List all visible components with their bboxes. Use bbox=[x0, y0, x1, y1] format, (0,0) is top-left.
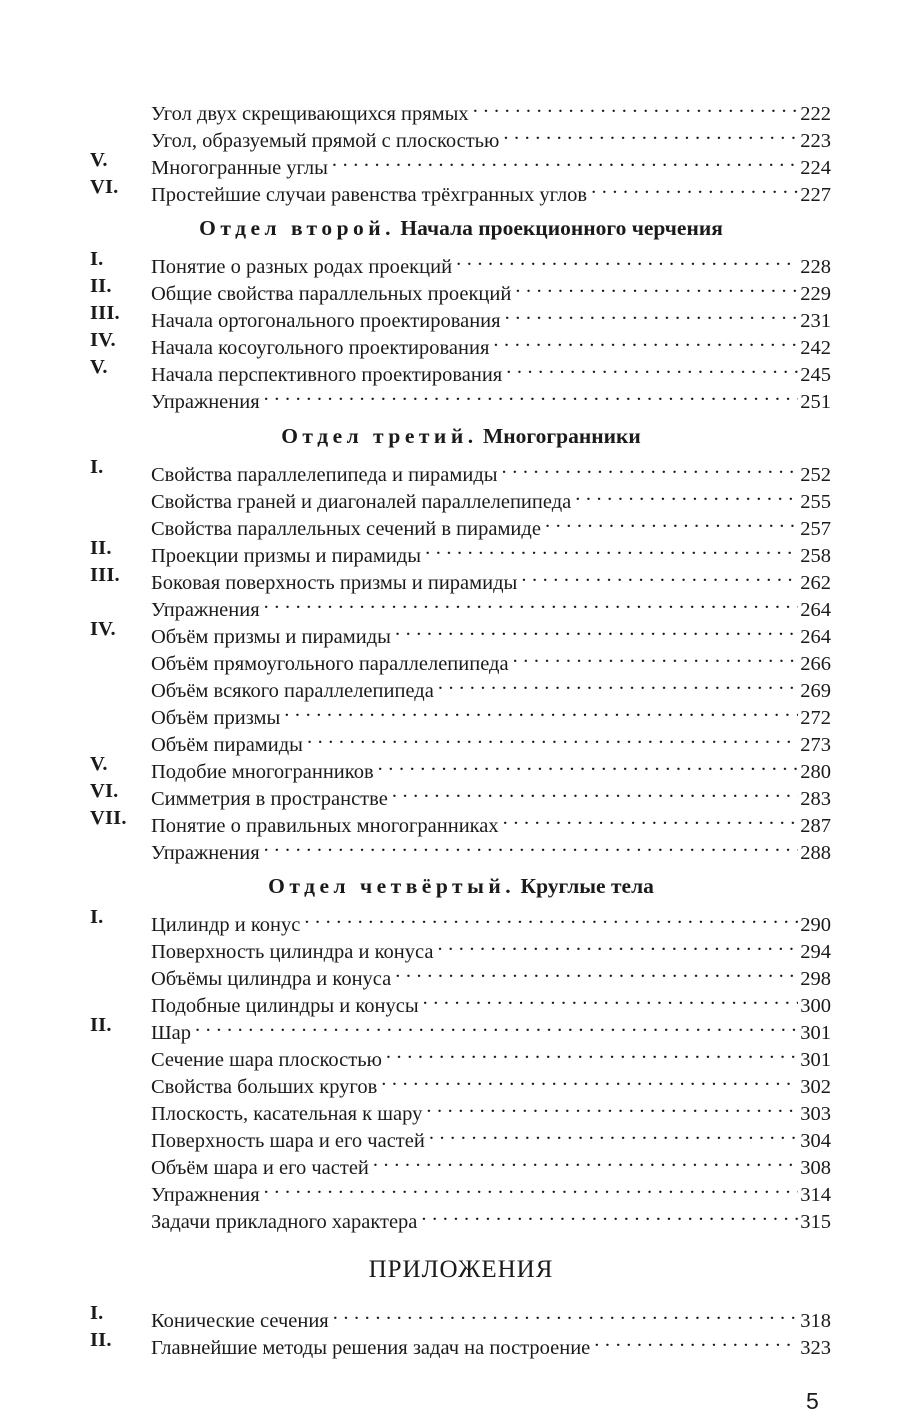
toc-entry bbox=[0, 246, 922, 278]
entry-page: 245 bbox=[800, 364, 831, 386]
entry-title: Объёмы цилиндра и конуса bbox=[151, 968, 392, 990]
entry-title: Упражнения bbox=[151, 391, 260, 413]
entry-title: Объём пирамиды bbox=[151, 734, 303, 756]
dot-leader bbox=[284, 697, 798, 724]
toc-entry bbox=[0, 1039, 922, 1071]
entry-number: II. bbox=[90, 1014, 112, 1036]
entry-title: Плоскость, касательная к шару bbox=[151, 1103, 423, 1125]
dot-leader bbox=[505, 300, 799, 327]
entry-page: 301 bbox=[800, 1022, 831, 1044]
entry-number: III. bbox=[90, 564, 120, 586]
dot-leader bbox=[456, 246, 798, 273]
entry-page: 223 bbox=[800, 130, 831, 152]
dot-leader bbox=[425, 535, 798, 562]
toc-entry bbox=[0, 535, 922, 567]
entry-number: IV. bbox=[90, 329, 116, 351]
entry-page: 290 bbox=[800, 914, 831, 936]
dot-leader bbox=[332, 147, 798, 174]
entry-title: Свойства граней и диагоналей параллелепипеда bbox=[151, 491, 572, 513]
entry-title: Начала ортогонального проектирования bbox=[151, 310, 501, 332]
dot-leader bbox=[307, 724, 798, 751]
entry-page: 222 bbox=[800, 103, 831, 125]
entry-title: Угол, образуемый прямой с плоскостью bbox=[151, 130, 500, 152]
dot-leader bbox=[392, 778, 798, 805]
dot-leader bbox=[473, 93, 799, 120]
dot-leader bbox=[545, 508, 798, 535]
toc-entry bbox=[0, 454, 922, 486]
dot-leader bbox=[264, 381, 799, 408]
entry-number: I. bbox=[90, 906, 104, 928]
dot-leader bbox=[264, 1174, 799, 1201]
entry-title: Главнейшие методы решения задач на построение bbox=[151, 1337, 591, 1359]
entry-title: Многогранные углы bbox=[151, 157, 328, 179]
entry-title: Объём призмы bbox=[151, 707, 281, 729]
toc-entry bbox=[0, 300, 922, 332]
entry-title: Свойства параллелепипеда и пирамиды bbox=[151, 464, 498, 486]
toc-entry bbox=[0, 147, 922, 179]
toc-entry bbox=[0, 381, 922, 413]
dot-leader bbox=[304, 904, 798, 931]
dot-leader bbox=[438, 670, 798, 697]
entry-title: Поверхность шара и его частей bbox=[151, 1130, 425, 1152]
toc-entry bbox=[0, 1174, 922, 1206]
entry-title: Свойства больших кругов bbox=[151, 1076, 378, 1098]
section-title: Круглые тела bbox=[520, 874, 654, 898]
entry-title: Конические сечения bbox=[151, 1310, 329, 1332]
entry-title: Свойства параллельных сечений в пирамиде bbox=[151, 518, 541, 540]
page-number: 5 bbox=[806, 1388, 819, 1414]
toc-entry bbox=[0, 327, 922, 359]
entry-title: Начала косоугольного проектирования bbox=[151, 337, 490, 359]
dot-leader bbox=[503, 120, 798, 147]
entry-number: V. bbox=[90, 753, 108, 775]
entry-page: 231 bbox=[800, 310, 831, 332]
entry-page: 318 bbox=[800, 1310, 831, 1332]
entry-title: Объём прямоугольного параллелепипеда bbox=[151, 653, 509, 675]
entry-number: I. bbox=[90, 1302, 104, 1324]
section-label: Отдел второй. bbox=[199, 216, 396, 240]
entry-page: 255 bbox=[800, 491, 831, 513]
dot-leader bbox=[513, 643, 799, 670]
entry-page: 314 bbox=[800, 1184, 831, 1206]
entry-page: 272 bbox=[800, 707, 831, 729]
section-label: Отдел третий. bbox=[281, 424, 478, 448]
entry-number: VII. bbox=[90, 807, 127, 829]
entry-title: Объём всякого параллелепипеда bbox=[151, 680, 434, 702]
toc-entry bbox=[0, 616, 922, 648]
dot-leader bbox=[264, 832, 799, 859]
toc-entry bbox=[0, 508, 922, 540]
dot-leader bbox=[521, 562, 798, 589]
appendix-heading: ПРИЛОЖЕНИЯ bbox=[368, 1256, 554, 1283]
dot-leader bbox=[506, 354, 798, 381]
entry-page: 227 bbox=[800, 184, 831, 206]
dot-leader bbox=[421, 1201, 798, 1228]
entry-title: Объём призмы и пирамиды bbox=[151, 626, 391, 648]
entry-number: V. bbox=[90, 356, 108, 378]
entry-page: 283 bbox=[800, 788, 831, 810]
entry-page: 257 bbox=[800, 518, 831, 540]
entry-page: 228 bbox=[800, 256, 831, 278]
entry-title: Сечение шара плоскостью bbox=[151, 1049, 382, 1071]
entry-page: 288 bbox=[800, 842, 831, 864]
dot-leader bbox=[386, 1039, 798, 1066]
entry-page: 298 bbox=[800, 968, 831, 990]
toc-entry bbox=[0, 481, 922, 513]
toc-entry bbox=[0, 985, 922, 1017]
entry-number: V. bbox=[90, 149, 108, 171]
toc-entry bbox=[0, 1201, 922, 1233]
toc-entry bbox=[0, 697, 922, 729]
toc-entry bbox=[0, 724, 922, 756]
dot-leader bbox=[333, 1300, 799, 1327]
entry-title: Понятие о правильных многогранниках bbox=[151, 815, 499, 837]
entry-page: 300 bbox=[800, 995, 831, 1017]
entry-title: Симметрия в пространстве bbox=[151, 788, 388, 810]
toc-entry bbox=[0, 832, 922, 864]
entry-page: 287 bbox=[800, 815, 831, 837]
entry-title: Боковая поверхность призмы и пирамиды bbox=[151, 572, 518, 594]
dot-leader bbox=[426, 1093, 798, 1120]
section-label: Отдел четвёртый. bbox=[268, 874, 516, 898]
dot-leader bbox=[264, 589, 799, 616]
entry-page: 294 bbox=[800, 941, 831, 963]
toc-entry bbox=[0, 589, 922, 621]
entry-title: Подобные цилиндры и конусы bbox=[151, 995, 419, 1017]
entry-title: Общие свойства параллельных проекций bbox=[151, 283, 512, 305]
entry-title: Задачи прикладного характера bbox=[151, 1211, 418, 1233]
entry-page: 280 bbox=[800, 761, 831, 783]
dot-leader bbox=[378, 751, 799, 778]
section-heading bbox=[0, 213, 922, 243]
entry-title: Проекции призмы и пирамиды bbox=[151, 545, 422, 567]
entry-title: Подобие многогранников bbox=[151, 761, 374, 783]
entry-page: 251 bbox=[800, 391, 831, 413]
dot-leader bbox=[575, 481, 798, 508]
toc-entry bbox=[0, 643, 922, 675]
toc-entry bbox=[0, 670, 922, 702]
toc-entry bbox=[0, 174, 922, 206]
entry-page: 304 bbox=[800, 1130, 831, 1152]
entry-page: 252 bbox=[800, 464, 831, 486]
toc-entry bbox=[0, 120, 922, 152]
section-title: Начала проекционного черчения bbox=[400, 216, 723, 240]
dot-leader bbox=[373, 1147, 798, 1174]
entry-page: 258 bbox=[800, 545, 831, 567]
entry-page: 266 bbox=[800, 653, 831, 675]
entry-title: Угол двух скрещивающихся прямых bbox=[151, 103, 469, 125]
dot-leader bbox=[591, 174, 798, 201]
entry-page: 229 bbox=[800, 283, 831, 305]
entry-page: 308 bbox=[800, 1157, 831, 1179]
toc-entry bbox=[0, 931, 922, 963]
toc-entry bbox=[0, 1327, 922, 1359]
entry-number: II. bbox=[90, 1329, 112, 1351]
entry-page: 323 bbox=[800, 1337, 831, 1359]
entry-page: 273 bbox=[800, 734, 831, 756]
entry-number: II. bbox=[90, 537, 112, 559]
entry-title: Шар bbox=[151, 1022, 192, 1044]
entry-title: Упражнения bbox=[151, 842, 260, 864]
section-heading bbox=[0, 421, 922, 451]
entry-title: Понятие о разных родах проекций bbox=[151, 256, 453, 278]
toc-entry bbox=[0, 778, 922, 810]
toc-entry bbox=[0, 562, 922, 594]
dot-leader bbox=[429, 1120, 798, 1147]
toc-entry bbox=[0, 1093, 922, 1125]
toc-entry bbox=[0, 1147, 922, 1179]
section-heading bbox=[0, 871, 922, 901]
entry-number: II. bbox=[90, 275, 112, 297]
entry-number: III. bbox=[90, 302, 120, 324]
toc-entry bbox=[0, 751, 922, 783]
entry-page: 303 bbox=[800, 1103, 831, 1125]
dot-leader bbox=[594, 1327, 798, 1354]
dot-leader bbox=[502, 454, 799, 481]
entry-page: 315 bbox=[800, 1211, 831, 1233]
toc-entry bbox=[0, 1120, 922, 1152]
entry-number: VI. bbox=[90, 176, 119, 198]
toc-entry bbox=[0, 805, 922, 837]
entry-number: IV. bbox=[90, 618, 116, 640]
toc-entry bbox=[0, 904, 922, 936]
dot-leader bbox=[515, 273, 798, 300]
entry-page: 242 bbox=[800, 337, 831, 359]
entry-title: Начала перспективного проектирования bbox=[151, 364, 503, 386]
entry-title: Простейшие случаи равенства трёхгранных углов bbox=[151, 184, 588, 206]
dot-leader bbox=[423, 985, 799, 1012]
entry-page: 262 bbox=[800, 572, 831, 594]
entry-page: 302 bbox=[800, 1076, 831, 1098]
dot-leader bbox=[493, 327, 798, 354]
entry-title: Упражнения bbox=[151, 1184, 260, 1206]
entry-title: Поверхность цилиндра и конуса bbox=[151, 941, 434, 963]
entry-title: Цилиндр и конус bbox=[151, 914, 301, 936]
dot-leader bbox=[395, 958, 798, 985]
dot-leader bbox=[395, 616, 798, 643]
dot-leader bbox=[503, 805, 799, 832]
entry-title: Упражнения bbox=[151, 599, 260, 621]
toc-entry bbox=[0, 354, 922, 386]
entry-number: VI. bbox=[90, 780, 119, 802]
toc-entry bbox=[0, 1012, 922, 1044]
section-title: Многогранники bbox=[482, 424, 641, 448]
entry-page: 301 bbox=[800, 1049, 831, 1071]
entry-page: 264 bbox=[800, 599, 831, 621]
toc-entry bbox=[0, 93, 922, 125]
toc-entry bbox=[0, 958, 922, 990]
entry-page: 264 bbox=[800, 626, 831, 648]
dot-leader bbox=[195, 1012, 798, 1039]
entry-page: 224 bbox=[800, 157, 831, 179]
entry-page: 269 bbox=[800, 680, 831, 702]
dot-leader bbox=[437, 931, 798, 958]
toc-entry bbox=[0, 273, 922, 305]
toc-entry bbox=[0, 1066, 922, 1098]
toc-entry bbox=[0, 1300, 922, 1332]
dot-leader bbox=[381, 1066, 798, 1093]
entry-title: Объём шара и его частей bbox=[151, 1157, 369, 1179]
entry-number: I. bbox=[90, 248, 104, 270]
entry-number: I. bbox=[90, 456, 104, 478]
